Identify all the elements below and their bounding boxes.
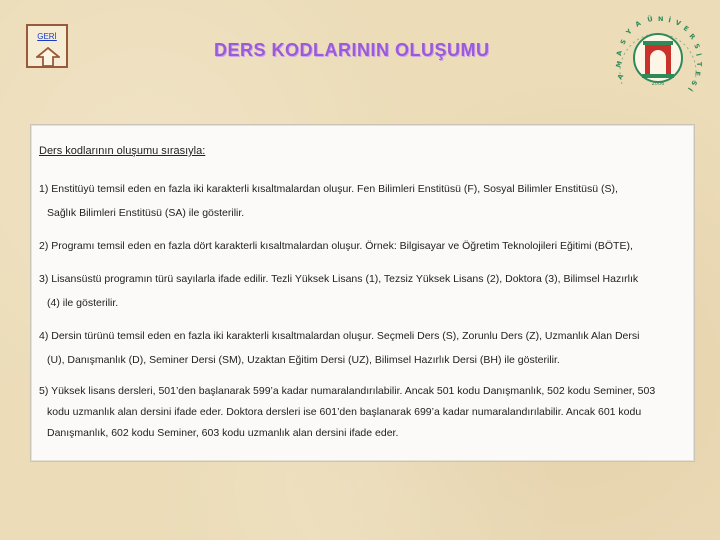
list-item-line: kodu uzmanlık alan dersini ifade eder. Doktora dersleri ise 601’den başlanarak 699’a kadar numaralandırılabilir. Ancak 601 kodu <box>47 406 642 418</box>
back-button[interactable] <box>26 24 68 68</box>
list-item-line: (4) ile gösterilir. <box>47 297 119 309</box>
list-item-2 <box>39 234 686 258</box>
list-item-3 <box>39 267 686 315</box>
list-item-line: 1) Enstitüyü temsil eden en fazla iki karakterli kısaltmalardan oluşur. Fen Bilimleri Enstitüsü (F), Sosyal Bilimler Enstitüsü (S), <box>39 183 618 195</box>
svg-text:İ: İ <box>685 85 694 93</box>
page-title: DERS KODLARININ OLUŞUMU <box>214 40 490 60</box>
svg-text:İ: İ <box>667 16 672 25</box>
svg-text:M: M <box>614 59 624 69</box>
svg-text:R: R <box>687 32 697 42</box>
list-item-1 <box>39 177 686 225</box>
svg-text:A: A <box>615 50 624 57</box>
svg-text:V: V <box>674 18 682 28</box>
svg-text:İ: İ <box>694 52 703 57</box>
svg-text:S: S <box>692 42 702 51</box>
list-item-line: 3) Lisansüstü programın türü sayılarla ifade edilir. Tezli Yüksek Lisans (1), Tezsiz Yüksek Lisans (2), Doktora (3), Bilimsel Hazırlık <box>39 273 639 285</box>
svg-text:Ü: Ü <box>646 14 654 24</box>
content-panel <box>30 124 695 462</box>
list-item-line: Danışmanlık, 602 kodu Seminer, 603 kodu uzmanlık alan dersini ifade eder. <box>47 427 399 439</box>
svg-text:T: T <box>695 61 704 67</box>
home-arrow-icon[interactable] <box>36 47 60 67</box>
list-item-line: 2) Programı temsil eden en fazla dört karakterli kısaltmalardan oluşur. Örnek: Bilgisayar ve Öğretim Teknolojileri Eğitimi (BÖTE), <box>39 240 633 252</box>
list-item-line: 5) Yüksek lisans dersleri, 501’den başlanarak 599’a kadar numaralandırılabilir. Ancak 501 kodu Danışmanlık, 502 kodu Seminer, 503 <box>39 385 656 397</box>
list-item-5 <box>39 381 686 444</box>
list-item-4 <box>39 324 686 372</box>
svg-text:Y: Y <box>624 27 634 37</box>
intro-text: Ders kodlarının oluşumu sırasıyla: <box>39 145 206 157</box>
logo-year: 2006 <box>651 81 665 87</box>
list-item-line: 4) Dersin türünü temsil eden en fazla iki karakterli kısaltmalardan oluşur. Seçmeli Ders (S), Zorunlu Ders (Z), Uzmanlık Alan Dersi <box>39 330 640 342</box>
list-item-line: (U), Danışmanlık (D), Seminer Dersi (SM), Uzaktan Eğitim Dersi (UZ), Bilimsel Hazırlık Dersi (BH) ile gösterilir. <box>47 354 560 366</box>
svg-text:E: E <box>693 70 702 77</box>
list-item-line: Sağlık Bilimleri Enstitüsü (SA) ile gösterilir. <box>47 207 245 219</box>
svg-text:S: S <box>689 79 699 87</box>
svg-text:N: N <box>658 15 664 23</box>
svg-text:E: E <box>681 24 691 34</box>
svg-text:A: A <box>633 19 643 29</box>
svg-text:A: A <box>615 72 626 81</box>
university-logo <box>612 14 704 94</box>
back-label[interactable]: GERİ <box>37 32 57 41</box>
svg-text:S: S <box>618 38 628 46</box>
